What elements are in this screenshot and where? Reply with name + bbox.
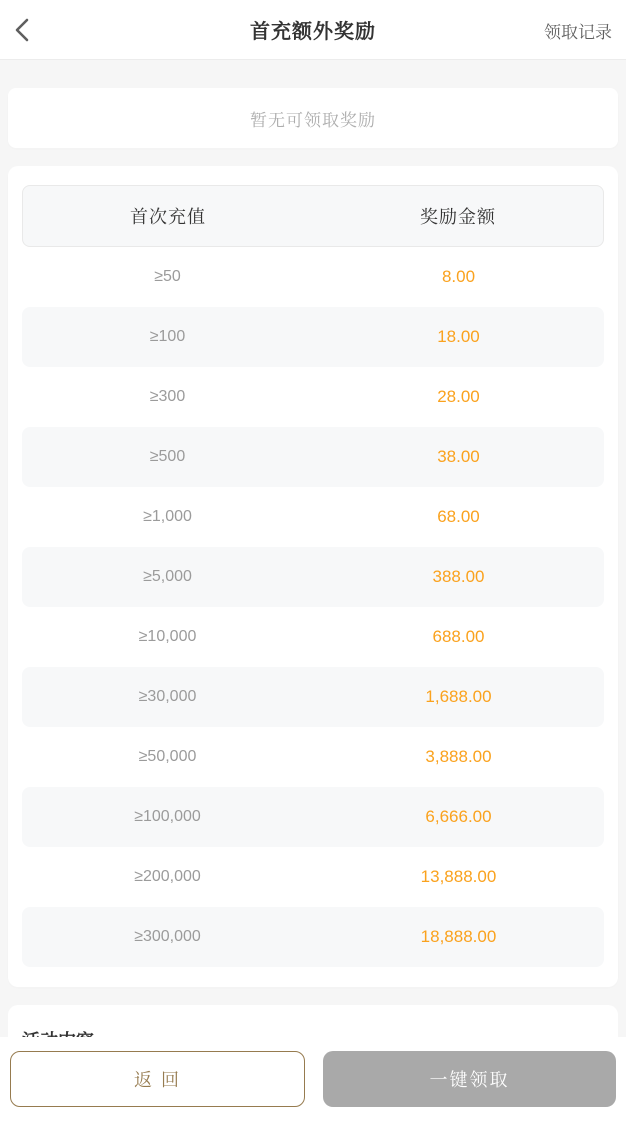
deposit-threshold: ≥10,000 — [138, 628, 197, 645]
table-row — [22, 307, 604, 367]
one-click-claim-button[interactable]: 一键领取 — [323, 1051, 616, 1107]
table-row — [22, 727, 604, 787]
reward-amount: 8.00 — [441, 267, 476, 286]
reward-amount: 13,888.00 — [420, 867, 497, 886]
deposit-threshold: ≥50,000 — [138, 748, 197, 765]
reward-amount: 3,888.00 — [425, 747, 492, 766]
table-body — [22, 247, 604, 967]
deposit-threshold: ≥500 — [149, 448, 186, 465]
deposit-threshold: ≥5,000 — [143, 568, 192, 585]
reward-amount: 68.00 — [437, 507, 480, 526]
reward-amount: 38.00 — [437, 447, 480, 466]
header — [0, 0, 626, 60]
reward-amount: 6,666.00 — [425, 807, 492, 826]
reward-amount: 688.00 — [432, 627, 485, 646]
reward-amount: 18.00 — [437, 327, 480, 346]
no-reward-notice-text: 暂无可领取奖励 — [250, 110, 376, 130]
deposit-threshold: ≥100,000 — [134, 808, 201, 825]
footer-bar — [0, 1037, 626, 1130]
table-row — [22, 367, 604, 427]
table-row — [22, 667, 604, 727]
table-row — [22, 247, 604, 307]
table-row — [22, 427, 604, 487]
table-row — [22, 487, 604, 547]
table-row — [22, 847, 604, 907]
chevron-left-icon — [12, 17, 32, 43]
deposit-threshold: ≥200,000 — [134, 868, 201, 885]
column-header-deposit: 首次充值 — [130, 207, 206, 227]
back-button[interactable] — [8, 0, 52, 60]
deposit-threshold: ≥300 — [149, 388, 186, 405]
claim-records-link[interactable]: 领取记录 — [544, 22, 612, 42]
deposit-threshold: ≥100 — [149, 328, 186, 345]
deposit-threshold: ≥1,000 — [143, 508, 192, 525]
reward-amount: 28.00 — [437, 387, 480, 406]
table-row — [22, 547, 604, 607]
deposit-threshold: ≥300,000 — [134, 928, 201, 945]
page-title: 首充额外奖励 — [250, 21, 376, 43]
deposit-threshold: ≥30,000 — [138, 688, 197, 705]
reward-amount: 18,888.00 — [420, 927, 497, 946]
reward-amount: 388.00 — [432, 567, 485, 586]
deposit-threshold: ≥50 — [154, 268, 181, 285]
return-button[interactable]: 返 回 — [10, 1051, 305, 1107]
table-header-row — [22, 185, 604, 247]
table-row — [22, 607, 604, 667]
no-reward-notice-card — [8, 88, 618, 148]
reward-amount: 1,688.00 — [425, 687, 492, 706]
reward-table-card — [8, 166, 618, 987]
table-row — [22, 907, 604, 967]
column-header-reward: 奖励金额 — [420, 207, 496, 227]
table-row — [22, 787, 604, 847]
